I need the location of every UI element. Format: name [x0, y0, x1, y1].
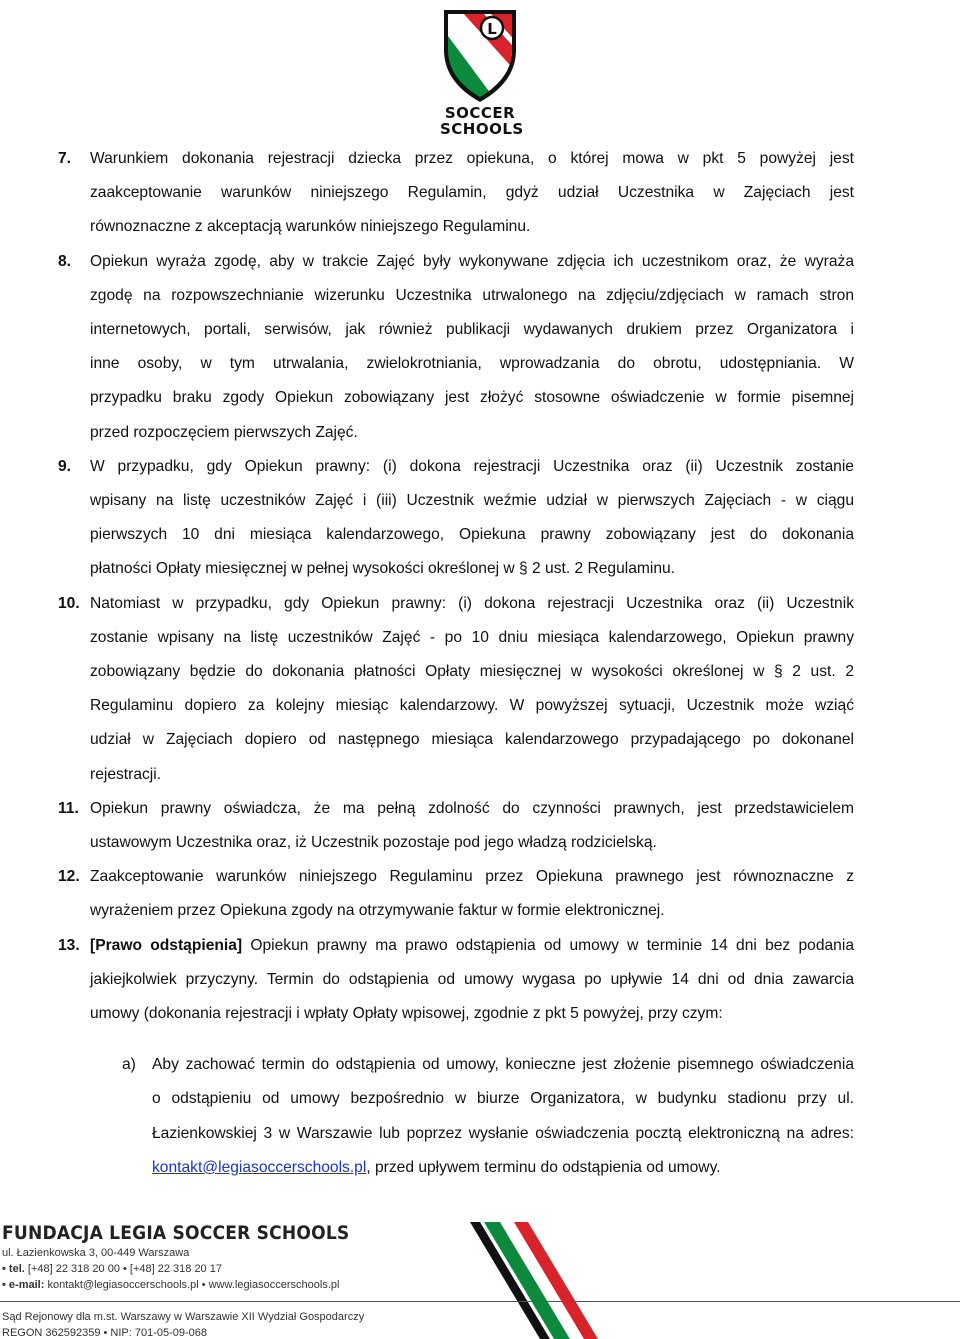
footer-email-label: e-mail:	[8, 1279, 45, 1291]
legia-soccer-schools-logo	[440, 6, 524, 138]
item-text: jakiejkolwiek przyczyny. Termin do odstąpienia od umowy wygasa po upływie 14 dni od dnia zawarcia	[90, 970, 854, 988]
list-item-8	[58, 245, 854, 450]
numbered-list	[58, 142, 854, 929]
item-text: równoznaczne z akceptacją warunków niniejszego Regulaminu.	[90, 218, 531, 236]
item-text: pierwszych 10 dni miesiąca kalendarzowego, Opiekuna prawny zobowiązany jest do dokonania	[90, 526, 854, 544]
list-item-7	[58, 142, 854, 245]
footer-tel-label: tel.	[8, 1263, 25, 1275]
item-text: Opiekun prawny ma prawo odstąpienia od umowy w terminie 14 dni bez podania	[242, 936, 854, 954]
item-text: inne osoby, w tym utrwalania, zwielokrotniania, wprowadzania do obrotu, udostępniania. W	[90, 355, 854, 373]
item-text: płatności Opłaty miesięcznej w pełnej wysokości określonej w § 2 ust. 2 Regulaminu.	[90, 560, 676, 578]
item-text: udział w Zajęciach dopiero od następnego miesiąca kalendarzowego przypadającego po dokonanel	[90, 731, 854, 749]
item-number: 7.	[58, 150, 72, 167]
item-text: Opiekun prawny oświadcza, że ma pełną zdolność do czynności prawnych, jest przedstawicielem	[90, 799, 854, 817]
sub-item-text: , przed upływem terminu do odstąpienia od umowy.	[366, 1158, 721, 1176]
item-number: 11.	[58, 799, 79, 817]
item-text: ustawowym Uczestnika oraz, iż Uczestnik pozostaje pod jego władzą rodzicielską.	[90, 834, 657, 852]
item-text: Regulaminu dopiero za kolejny miesiąc kalendarzowy. W powyższej sytuacji, Uczestnik może wziąć	[90, 697, 854, 715]
email-link[interactable]: kontakt@legiasoccerschools.pl	[152, 1158, 367, 1176]
list-item-13	[58, 929, 854, 1185]
footer-address: ul. Łazienkowska 3, 00-449 Warszawa	[2, 1247, 190, 1259]
shield-emblem-icon	[440, 6, 520, 104]
item-number: 10.	[58, 594, 80, 612]
item-text: umowy (dokonania rejestracji i wpłaty Opłaty wpisowej, zgodnie z pkt 5 powyżej, przy czym:	[90, 1005, 723, 1023]
list-item-11	[58, 792, 854, 860]
footer: FUNDACJA LEGIA SOCCER SCHOOLS ul. Łazienkowska 3, 00-449 Warszawa • tel. [+48] 22 318 20 00 • [+48] 22 318 20 17 • e-mail: kontakt@legiasoccerschools.pl • www.legiasoccerschools.pl Sąd Rejonowy dla m.st. Warszawy w Warszawie XII Wydział Gospodarczy REGON 362592359 • NIP: 701-05-09-068	[0, 1222, 960, 1339]
sub-item-text: o odstąpieniu od umowy bezpośrednio w biurze Organizatora, w budynku stadionu przy ul.	[152, 1090, 854, 1108]
item-text: wpisany na listę uczestników Zajęć i (iii) Uczestnik weźmie udział w pierwszych Zajęciach - w ciągu	[90, 492, 854, 510]
footer-email-web: kontakt@legiasoccerschools.pl • www.legiasoccerschools.pl	[47, 1279, 340, 1291]
item-text: Opiekun wyraża zgodę, aby w trakcie Zajęć były wykonywane zdjęcia ich uczestnikom oraz, że wyraża	[90, 252, 854, 270]
item-number: 8.	[58, 252, 72, 270]
item-text: Warunkiem dokonania rejestracji dziecka przez opiekuna, o której mowa w pkt 5 powyżej jest	[90, 150, 854, 167]
footer-title: FUNDACJA LEGIA SOCCER SCHOOLS	[2, 1222, 350, 1244]
bold-heading: [Prawo odstąpienia]	[90, 936, 243, 954]
list-item-12	[58, 860, 854, 928]
footer-ids: REGON 362592359 • NIP: 701-05-09-068	[2, 1327, 208, 1339]
item-number: 9.	[58, 457, 72, 475]
item-text: rejestracji.	[90, 765, 162, 783]
item-text: przypadku braku zgody Opiekun zobowiązany jest złożyć stosowne oświadczenie w formie pisemnej	[90, 389, 854, 407]
item-text: Natomiast w przypadku, gdy Opiekun prawny: (i) dokona rejestracji Uczestnika oraz (ii) Uczestnik	[90, 594, 854, 612]
logo-text-schools: SCHOOLS	[440, 120, 524, 138]
item-text: przed rozpoczęciem pierwszych Zajęć.	[90, 423, 358, 441]
item-text: zaakceptowanie warunków niniejszego Regulamin, gdyż udział Uczestnika w Zajęciach jest	[90, 184, 854, 202]
item-number: 13.	[58, 936, 80, 954]
sub-item-text: Łazienkowskiej 3 w Warszawie lub poprzez wysłanie oświadczenia pocztą elektroniczną na adres:	[152, 1124, 854, 1142]
list-item-9	[58, 450, 854, 587]
footer-phone: [+48] 22 318 20 00 • [+48] 22 318 20 17	[27, 1263, 222, 1275]
sub-item-a	[90, 1048, 854, 1185]
list-item-10	[58, 587, 854, 792]
item-text: zostanie wpisany na listę uczestników Zajęć - po 10 dniu miesiąca kalendarzowego, Opiekun prawny	[90, 628, 854, 646]
item-number: 12.	[58, 868, 80, 886]
regulation-document	[58, 142, 854, 1185]
item-text: Zaakceptowanie warunków niniejszego Regulaminu przez Opiekuna prawnego jest równoznaczne z	[90, 868, 854, 886]
logo-text-soccer: SOCCER	[444, 104, 516, 122]
item-text: W przypadku, gdy Opiekun prawny: (i) dokona rejestracji Uczestnika oraz (ii) Uczestnik zostanie	[90, 457, 854, 475]
item-text: wyrażeniem przez Opiekuna zgody na otrzymywanie faktur w formie elektronicznej.	[90, 902, 665, 920]
item-text: zgodę na rozpowszechnianie wizerunku Uczestnika utrwalonego na zdjęciu/zdjęciach w ramach stron	[90, 286, 854, 304]
item-text: internetowych, portali, serwisów, jak również publikacji wydawanych drukiem przez Organizatora i	[90, 321, 854, 339]
svg-text:L: L	[487, 20, 497, 38]
item-text: zobowiązany będzie do dokonania płatności Opłaty miesięcznej w wysokości określonej w § 2 ust. 2	[90, 663, 854, 681]
sub-item-text: Aby zachować termin do odstąpienia od umowy, konieczne jest złożenie pisemnego oświadczenia	[152, 1056, 854, 1074]
footer-court: Sąd Rejonowy dla m.st. Warszawy w Warszawie XII Wydział Gospodarczy	[2, 1311, 365, 1323]
footer-stripes-graphic	[470, 1222, 960, 1339]
footer-divider	[0, 1301, 960, 1302]
sub-item-marker: a)	[122, 1056, 136, 1074]
